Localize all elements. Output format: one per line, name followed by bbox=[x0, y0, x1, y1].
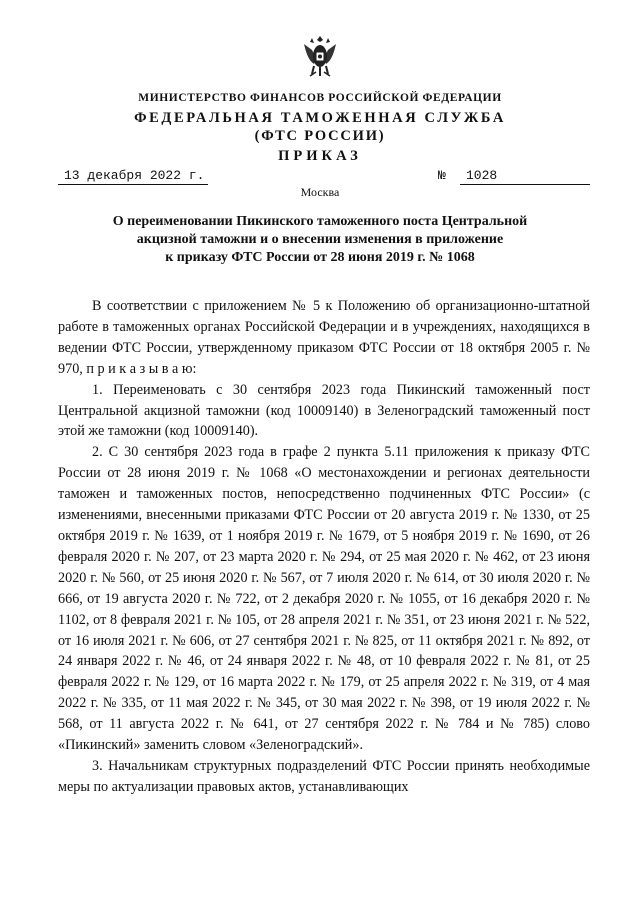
body-paragraph-preamble: В соответствии с приложением № 5 к Положению об организационно-штатной работе в таможенных органах Российской Федерации и в учреждениях, находящихся в ведении ФТС России, утвержденному приказом ФТС России от 18 октября 2005 г. № 970, п р и к а з ы в а ю: bbox=[58, 298, 590, 377]
subject-line: к приказу ФТС России от 28 июня 2019 г. № 1068 bbox=[165, 250, 475, 265]
subject-line: акцизной таможни и о внесении изменения в приложение bbox=[136, 232, 504, 247]
body-paragraph-3: 3. Начальникам структурных подразделений ФТС России принять необходимые меры по актуализации правовых актов, устанавливающих bbox=[58, 757, 590, 795]
city: Москва bbox=[300, 185, 340, 199]
ministry-name: МИНИСТЕРСТВО ФИНАНСОВ РОССИЙСКОЙ ФЕДЕРАЦИИ bbox=[138, 92, 502, 104]
service-short-name: (ФТС РОССИИ) bbox=[254, 128, 386, 144]
subject-line: О переименовании Пикинского таможенного поста Центральной bbox=[112, 214, 528, 229]
body-paragraph-2: 2. С 30 сентября 2023 года в графе 2 пункта 5.11 приложения к приказу ФТС России от 28 июня 2019 г. № 1068 «О местонахождении и регионах деятельности таможен и таможенных постов, непосредственно подчиненных ФТС России» (с изменениями, внесенными приказами ФТС России от 20 августа 2019 г. № 1330, от 25 октября 2019 г. № 1639, от 1 ноября 2019 г. № 1679, от 5 ноября 2019 г. № 1690, от 26 февраля 2020 г. № 207, от 23 марта 2020 г. № 294, от 25 мая 2020 г. № 462, от 23 июня 2020 г. № 560, от 25 июня 2020 г. № 567, от 7 июля 2020 г. № 614, от 30 июля 2020 г. № 666, от 19 августа 2020 г. № 722, от 2 декабря 2020 г. № 1055, от 16 декабря 2020 г. № 1102, от 8 февраля 2021 г. № 105, от 28 апреля 2021 г. № 351, от 23 июня 2021 г. № 522, от 16 июля 2021 г. № 606, от 27 сентября 2021 г. № 825, от 11 октября 2021 г. № 892, от 24 января 2022 г. № 46, от 24 января 2022 г. № 48, от 10 февраля 2022 г. № 81, от 25 февраля 2022 г. № 129, от 16 марта 2022 г. № 179, от 25 апреля 2022 г. № 319, от 4 мая 2022 г. № 335, от 11 мая 2022 г. № 345, от 30 мая 2022 г. № 398, от 19 июля 2022 г. № 568, от 11 августа 2022 г. № 641, от 27 сентября 2022 г. № 784 и № 785) слово «Пикинский» заменить словом «Зеленоградский». bbox=[58, 444, 590, 754]
order-body bbox=[58, 296, 590, 798]
russian-coat-of-arms-icon bbox=[300, 30, 340, 82]
order-date: 13 декабря 2022 г. bbox=[58, 168, 208, 185]
service-name: ФЕДЕРАЛЬНАЯ ТАМОЖЕННАЯ СЛУЖБА bbox=[134, 110, 506, 126]
document-type: ПРИКАЗ bbox=[278, 148, 362, 164]
order-subject bbox=[60, 213, 580, 267]
body-paragraph-1: 1. Переименовать с 30 сентября 2023 года Пикинский таможенный пост Центральной акцизной таможни (код 10009140) в Зеленоградский таможенный пост этой же таможни (код 10009140). bbox=[58, 381, 590, 440]
order-number-sign: № bbox=[438, 168, 446, 183]
order-number: 1028 bbox=[460, 168, 590, 185]
